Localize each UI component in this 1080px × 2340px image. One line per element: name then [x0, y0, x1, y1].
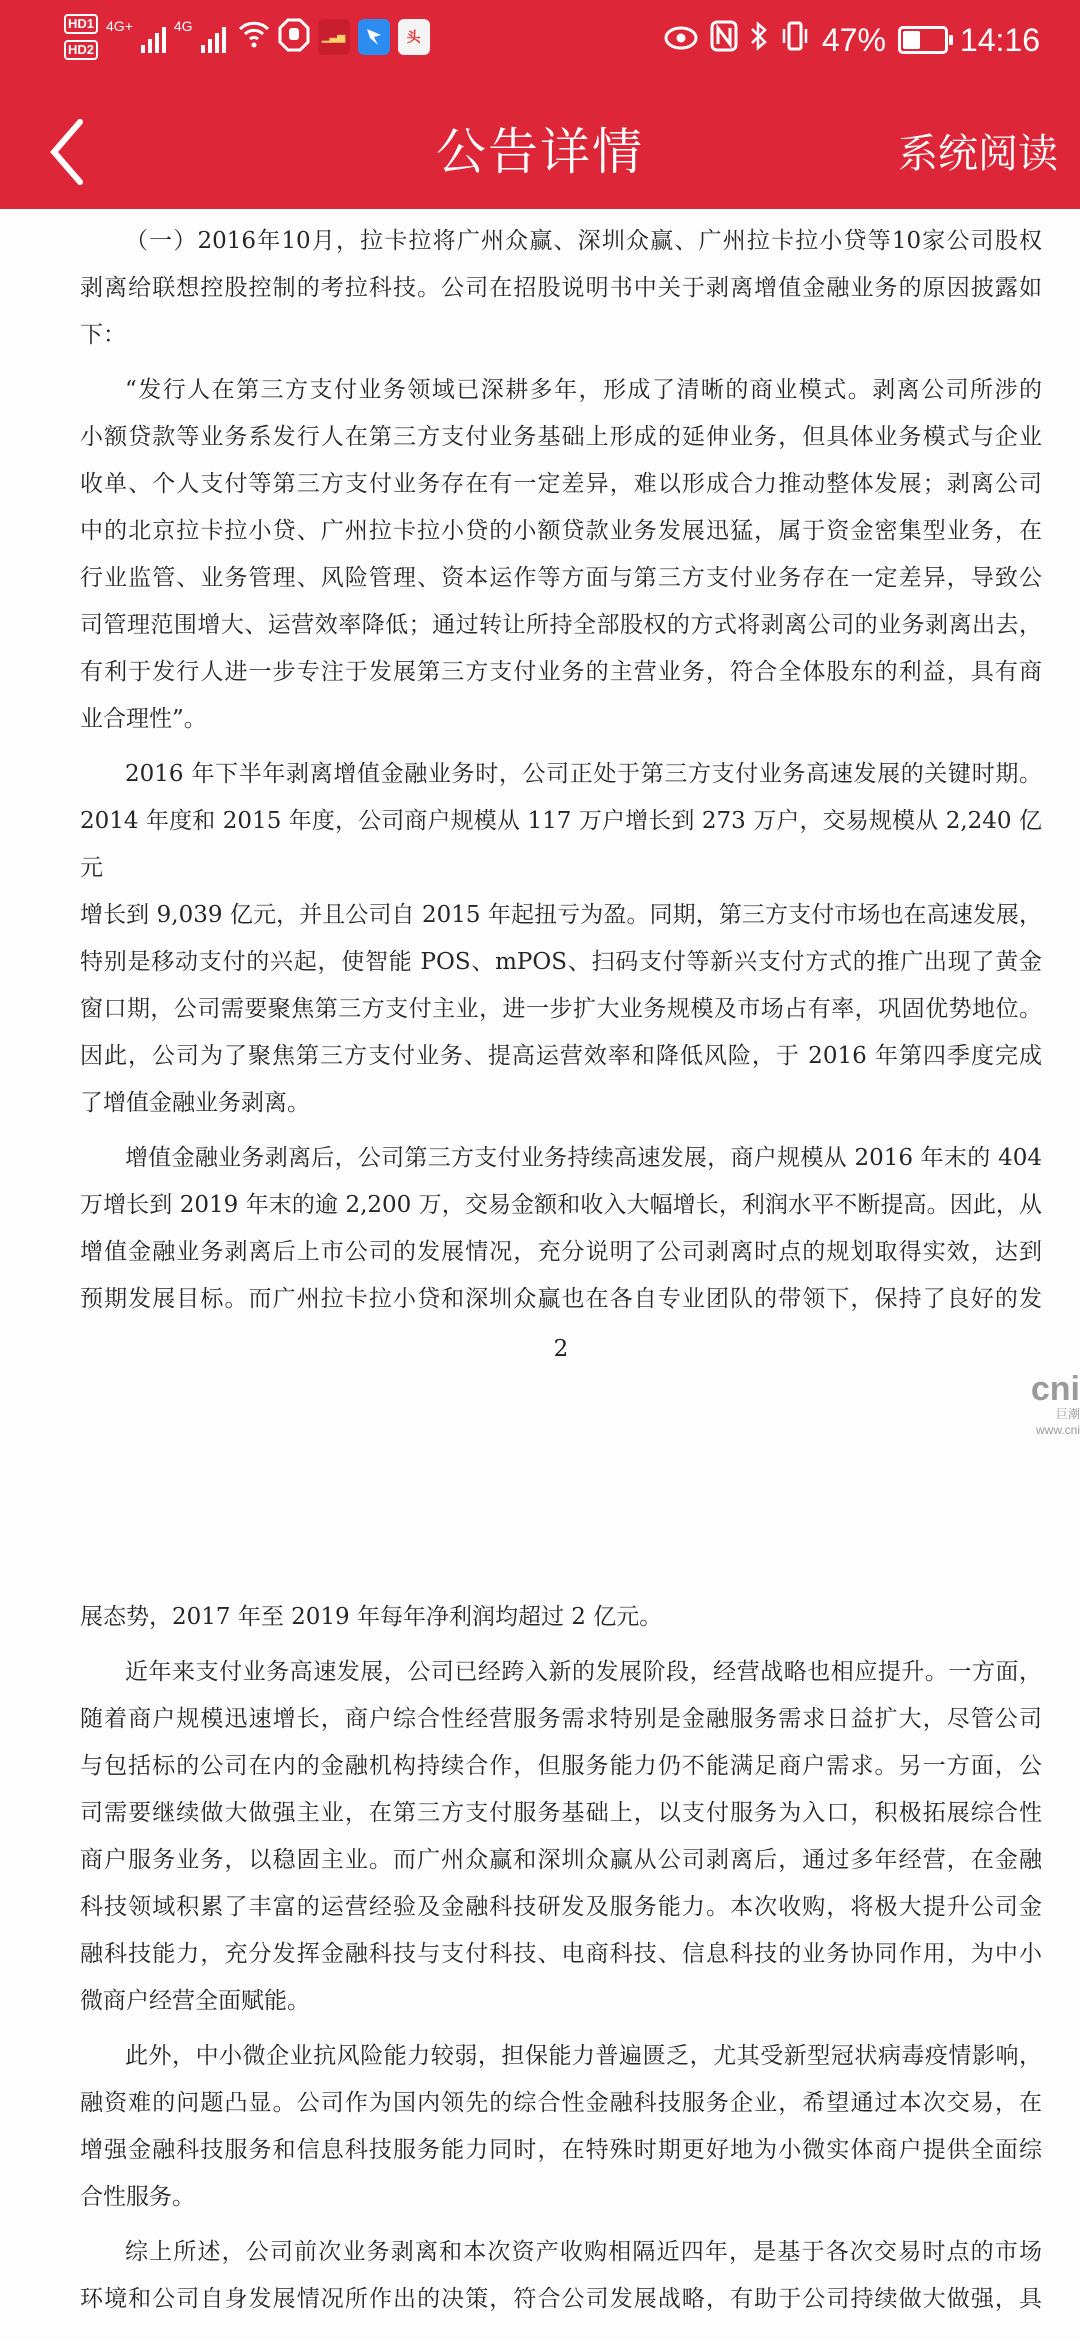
hd2-icon: HD2: [64, 40, 98, 60]
battery-level: [903, 31, 920, 49]
paragraph: [80, 1594, 1042, 1641]
nfc-icon: [710, 20, 738, 60]
text-line: “发行人在第三方支付业务领域已深耕多年，形成了清晰的商业模式。剥离公司所涉的: [125, 377, 1042, 403]
text-line: 中的北京拉卡拉小贷、广州拉卡拉小贷的小额贷款业务发展迅猛，属于资金密集型业务，在: [80, 518, 1042, 544]
network-type-2: 4G: [173, 18, 193, 34]
watermark-url: www.cni: [1035, 1423, 1080, 1437]
text-line: 与包括标的公司在内的金融机构持续合作，但服务能力仍不能满足商户需求。另一方面，公: [80, 1753, 1042, 1779]
paragraph: [80, 1649, 1042, 2025]
page-2-body: [80, 1594, 1042, 2323]
text-line: 微商户经营全面赋能。: [80, 1988, 310, 2014]
text-line: 收单、个人支付等第三方支付业务存在有一定差异，难以形成合力推动整体发展；剥离公司: [80, 471, 1042, 497]
battery-icon: [898, 26, 948, 54]
text-line: 综上所述，公司前次业务剥离和本次资产收购相隔近四年，是基于各次交易时点的市场: [125, 2239, 1042, 2265]
text-line: 此外，中小微企业抗风险能力较弱，担保能力普遍匮乏，尤其受新型冠状病毒疫情影响，: [125, 2043, 1042, 2069]
document-page-1: [80, 218, 1042, 1367]
paragraph: [80, 367, 1042, 743]
dingtalk-app-icon: [358, 19, 390, 55]
text-line: 因此，公司为了聚焦第三方支付业务、提高运营效率和降低风险，于 2016 年第四季度完成: [80, 1043, 1042, 1069]
signal-icon: [141, 25, 166, 53]
cninfo-watermark: [1031, 1372, 1080, 1438]
bluetooth-icon: [750, 20, 768, 60]
text-line: 窗口期，公司需要聚焦第三方支付主业，进一步扩大业务规模及市场占有率，巩固优势地位。: [80, 996, 1042, 1022]
text-line: （一）2016年10月，拉卡拉将广州众赢、深圳众赢、广州拉卡拉小贷等10家公司股权: [125, 228, 1042, 254]
text-line: 增长到 9,039 亿元，并且公司自 2015 年起扭亏为盈。同期，第三方支付市场也在高速发展，: [80, 902, 1042, 928]
watermark-logo: cni: [1030, 1370, 1080, 1408]
text-line: 科技领域积累了丰富的运营经验及金融科技研发及服务能力。本次收购，将极大提升公司金: [80, 1894, 1042, 1920]
text-line: 增强金融科技服务和信息科技服务能力同时，在特殊时期更好地为小微实体商户提供全面综: [80, 2137, 1042, 2163]
text-line: 增值金融业务剥离后，公司第三方支付业务持续高速发展，商户规模从 2016 年末的 404: [125, 1145, 1042, 1171]
text-line: 增值金融业务剥离后上市公司的发展情况，充分说明了公司剥离时点的规划取得实效，达到: [80, 1239, 1042, 1265]
clock: 14:16: [959, 21, 1040, 58]
eye-comfort-icon: [664, 22, 698, 59]
text-line: 小额贷款等业务系发行人在第三方支付业务基础上形成的延伸业务，但具体业务模式与企业: [80, 424, 1042, 450]
paragraph: [80, 2229, 1042, 2323]
stock-app-icon: ▁▃▅: [318, 19, 350, 55]
stop-hand-icon: [278, 18, 310, 57]
page-1-body: [80, 218, 1042, 1323]
signal-icon-2: [201, 25, 226, 53]
toutiao-app-icon: 头: [398, 19, 430, 55]
paragraph: [80, 2033, 1042, 2221]
text-line: 融资难的问题凸显。公司作为国内领先的综合性金融科技服务企业，希望通过本次交易，在: [80, 2090, 1042, 2116]
document-page-2: [80, 1594, 1042, 2331]
text-line: 融科技能力，充分发挥金融科技与支付科技、电商科技、信息科技的业务协同作用，为中小: [80, 1941, 1042, 1967]
paragraph: [80, 218, 1042, 359]
text-line: 预期发展目标。而广州拉卡拉小贷和深圳众赢也在各自专业团队的带领下，保持了良好的发: [80, 1286, 1042, 1312]
watermark-sub: 巨潮: [1055, 1407, 1080, 1421]
text-line: 司需要继续做大做强主业，在第三方支付服务基础上，以支付服务为入口，积极拓展综合性: [80, 1800, 1042, 1826]
text-line: 2014 年度和 2015 年度，公司商户规模从 117 万户增长到 273 万户，交易规模从 2,240 亿元: [80, 808, 1042, 881]
system-read-button[interactable]: 系统阅读: [898, 131, 1058, 177]
page-number: 2: [553, 1336, 569, 1362]
text-line: 合性服务。: [80, 2184, 195, 2210]
wifi-icon: [238, 19, 270, 56]
text-line: 随着商户规模迅速增长，商户综合性经营服务需求特别是金融服务需求日益扩大，尽管公司: [80, 1706, 1042, 1732]
vibrate-icon: [780, 20, 810, 60]
text-line: 近年来支付业务高速发展，公司已经跨入新的发展阶段，经营战略也相应提升。一方面，: [125, 1659, 1042, 1685]
paragraph: [80, 1135, 1042, 1323]
status-bar: [0, 0, 1080, 80]
text-line: 剥离给联想控股控制的考拉科技。公司在招股说明书中关于剥离增值金融业务的原因披露如: [80, 275, 1042, 301]
text-line: 了增值金融业务剥离。: [80, 1090, 310, 1116]
text-line: 2016 年下半年剥离增值金融业务时，公司正处于第三方支付业务高速发展的关键时期。: [125, 761, 1042, 787]
network-type-1: 4G+: [106, 18, 133, 34]
text-line: 特别是移动支付的兴起，使智能 POS、mPOS、扫码支付等新兴支付方式的推广出现了黄金: [80, 949, 1042, 975]
text-line: 环境和公司自身发展情况所作出的决策，符合公司发展战略，有助于公司持续做大做强，具: [80, 2286, 1042, 2312]
battery-percent: 47%: [821, 21, 886, 58]
text-line: 万增长到 2019 年末的逾 2,200 万，交易金额和收入大幅增长，利润水平不断提高。因此，从: [80, 1192, 1042, 1218]
text-line: 有利于发行人进一步专注于发展第三方支付业务的主营业务，符合全体股东的利益，具有商: [80, 659, 1042, 685]
text-line: 业合理性”。: [80, 706, 207, 732]
text-line: 司管理范围增大、运营效率降低；通过转让所持全部股权的方式将剥离公司的业务剥离出去，: [80, 612, 1042, 638]
text-line: 行业监管、业务管理、风险管理、资本运作等方面与第三方支付业务存在一定差异，导致公: [80, 565, 1042, 591]
hd1-icon: HD1: [64, 14, 98, 34]
text-line: 下：: [80, 322, 126, 348]
page-title: 公告详情: [436, 123, 644, 181]
paragraph: [80, 751, 1042, 1127]
hd-indicator: [64, 14, 98, 60]
text-line: 展态势，2017 年至 2019 年每年净利润均超过 2 亿元。: [80, 1604, 663, 1630]
app-header: [0, 0, 1080, 209]
text-line: 商户服务业务，以稳固主业。而广州众赢和深圳众赢从公司剥离后，通过多年经营，在金融: [80, 1847, 1042, 1873]
